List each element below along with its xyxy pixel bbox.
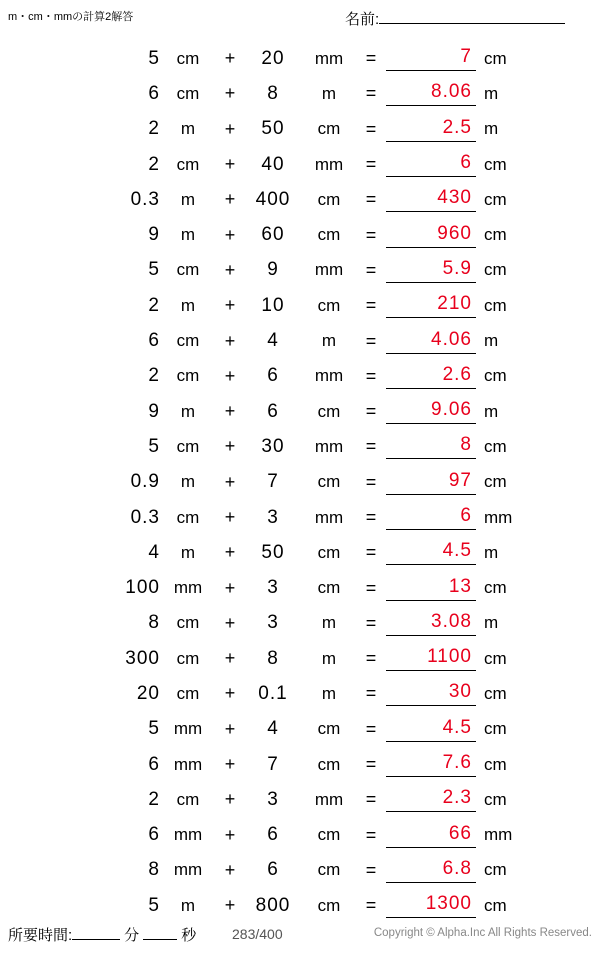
answer-unit: m [484, 542, 499, 562]
operand-2: 0.1 [258, 682, 288, 704]
operand-2: 3 [267, 788, 279, 810]
problem-row [0, 641, 600, 676]
unit-1: mm [173, 860, 203, 880]
equals-sign: = [365, 542, 377, 563]
operand-1: 0.9 [130, 471, 160, 493]
answer-unit: mm [484, 507, 513, 527]
problem-row [0, 535, 600, 570]
answer-unit: cm [484, 683, 507, 703]
plus-sign: + [224, 895, 236, 916]
unit-2: cm [317, 472, 341, 492]
operand-1: 9 [148, 224, 160, 246]
unit-1: cm [176, 48, 200, 68]
operand-1: 0.3 [130, 188, 160, 210]
operand-2: 40 [261, 153, 285, 175]
operand-2: 800 [255, 894, 291, 916]
answer-unit: m [484, 119, 499, 139]
equals-sign: = [365, 154, 377, 175]
problem-row [0, 570, 600, 605]
answer-field[interactable]: 6.8 [386, 858, 476, 883]
unit-1: mm [173, 719, 203, 739]
answer-field[interactable]: 6 [386, 505, 476, 530]
problem-row [0, 606, 600, 641]
problem-row [0, 147, 600, 182]
copyright-notice: Copyright © Alpha.Inc All Rights Reserved. [373, 927, 592, 939]
answer-unit: cm [484, 648, 507, 668]
equals-sign: = [365, 754, 377, 775]
plus-sign: + [224, 330, 236, 351]
answer-field[interactable]: 2.5 [386, 117, 476, 142]
plus-sign: + [224, 824, 236, 845]
unit-1: cm [176, 366, 200, 386]
answer-field[interactable]: 4.06 [386, 329, 476, 354]
plus-sign: + [224, 189, 236, 210]
equals-sign: = [365, 471, 377, 492]
operand-2: 60 [261, 224, 285, 246]
answer-field[interactable]: 4.5 [386, 540, 476, 565]
operand-2: 4 [267, 330, 279, 352]
equals-sign: = [365, 507, 377, 527]
operand-2: 50 [261, 541, 285, 563]
equals-sign: = [365, 895, 377, 916]
equals-sign: = [365, 718, 377, 739]
problem-row [0, 253, 600, 288]
equals-sign: = [365, 648, 377, 669]
plus-sign: + [224, 471, 236, 492]
equals-sign: = [365, 436, 377, 457]
operand-1: 2 [148, 153, 160, 175]
operand-2: 6 [267, 365, 279, 387]
operand-2: 50 [261, 118, 285, 140]
answer-unit: m [484, 613, 499, 633]
answer-field[interactable]: 1300 [386, 893, 476, 918]
equals-sign: = [365, 118, 377, 139]
unit-1: m [180, 472, 196, 492]
time-label: 所要時間: [8, 927, 73, 944]
problem-row [0, 888, 600, 923]
unit-1: m [180, 542, 196, 562]
unit-2: m [321, 648, 337, 668]
plus-sign: + [224, 365, 236, 386]
seconds-input-line[interactable] [143, 923, 177, 940]
unit-2: mm [314, 48, 344, 68]
problem-row [0, 500, 600, 535]
unit-1: m [180, 189, 196, 209]
plus-sign: + [224, 754, 236, 775]
unit-1: m [180, 401, 196, 421]
answer-field[interactable]: 430 [386, 187, 476, 212]
plus-sign: + [224, 259, 236, 280]
operand-1: 6 [148, 330, 160, 352]
operand-1: 5 [148, 47, 160, 69]
answer-unit: cm [484, 472, 507, 492]
page-title: m・cm・mmの計算2解答 [8, 11, 134, 23]
problem-row [0, 853, 600, 888]
answer-field[interactable]: 6 [386, 152, 476, 177]
unit-2: cm [317, 895, 341, 915]
time-required-area [8, 923, 200, 945]
operand-1: 6 [148, 82, 160, 104]
operand-2: 10 [261, 294, 285, 316]
answer-unit: cm [484, 860, 507, 880]
problem-row [0, 747, 600, 782]
equals-sign: = [365, 83, 377, 104]
answer-unit: cm [484, 436, 507, 456]
operand-1: 2 [148, 365, 160, 387]
unit-1: m [180, 225, 196, 245]
answer-field[interactable]: 9.06 [386, 399, 476, 424]
equals-sign: = [365, 365, 377, 386]
answer-field[interactable]: 4.5 [386, 717, 476, 742]
equals-sign: = [365, 577, 377, 598]
operand-2: 3 [267, 506, 279, 528]
plus-sign: + [224, 295, 236, 316]
operand-2: 8 [267, 82, 279, 104]
operand-2: 7 [267, 753, 279, 775]
answer-unit: m [484, 83, 499, 103]
answer-field[interactable]: 7 [386, 46, 476, 71]
plus-sign: + [224, 83, 236, 104]
operand-1: 5 [148, 259, 160, 281]
plus-sign: + [224, 612, 236, 633]
operand-1: 5 [148, 718, 160, 740]
answer-field[interactable]: 2.6 [386, 364, 476, 389]
second-unit-label: 秒 [181, 927, 197, 944]
operand-1: 8 [148, 859, 160, 881]
problem-row [0, 217, 600, 252]
problem-row [0, 112, 600, 147]
equals-sign: = [365, 612, 377, 633]
unit-2: cm [317, 295, 341, 315]
unit-2: cm [317, 719, 341, 739]
operand-1: 2 [148, 788, 160, 810]
operand-2: 3 [267, 612, 279, 634]
name-field-area [345, 6, 565, 29]
plus-sign: + [224, 683, 236, 704]
unit-1: cm [176, 507, 200, 527]
answer-unit: m [484, 401, 499, 421]
page-footer [0, 923, 600, 949]
unit-1: cm [176, 683, 200, 703]
unit-2: mm [314, 507, 344, 527]
unit-2: cm [317, 542, 341, 562]
operand-2: 6 [267, 859, 279, 881]
equals-sign: = [365, 330, 377, 351]
answer-unit: cm [484, 260, 507, 280]
equals-sign: = [365, 189, 377, 210]
unit-2: cm [317, 825, 341, 845]
answer-unit: cm [484, 48, 507, 68]
equals-sign: = [365, 683, 377, 704]
answer-field[interactable]: 3.08 [386, 611, 476, 636]
plus-sign: + [224, 789, 236, 810]
plus-sign: + [224, 154, 236, 175]
answer-unit: cm [484, 225, 507, 245]
operand-2: 7 [267, 471, 279, 493]
answer-field[interactable]: 5.9 [386, 258, 476, 283]
minutes-input-line[interactable] [72, 923, 120, 940]
page-header [0, 6, 600, 36]
operand-1: 100 [125, 577, 160, 599]
answer-unit: cm [484, 895, 507, 915]
unit-1: cm [176, 154, 200, 174]
answer-unit: cm [484, 189, 507, 209]
plus-sign: + [224, 859, 236, 880]
operand-2: 400 [255, 188, 291, 210]
answer-field[interactable]: 13 [386, 576, 476, 601]
name-input-line[interactable] [379, 6, 565, 24]
operand-2: 3 [267, 577, 279, 599]
equals-sign: = [365, 824, 377, 845]
problem-row [0, 41, 600, 76]
unit-2: cm [317, 119, 341, 139]
answer-unit: cm [484, 754, 507, 774]
operand-1: 6 [148, 753, 160, 775]
unit-1: cm [176, 260, 200, 280]
operand-2: 9 [267, 259, 279, 281]
answer-field[interactable]: 2.3 [386, 787, 476, 812]
operand-1: 20 [136, 682, 160, 704]
unit-2: cm [317, 225, 341, 245]
plus-sign: + [224, 48, 236, 69]
unit-1: cm [176, 648, 200, 668]
answer-unit: cm [484, 789, 507, 809]
answer-field[interactable]: 30 [386, 681, 476, 706]
operand-1: 8 [148, 612, 160, 634]
unit-1: m [180, 295, 196, 315]
unit-1: cm [176, 789, 200, 809]
plus-sign: + [224, 507, 236, 527]
plus-sign: + [224, 718, 236, 739]
answer-field[interactable]: 210 [386, 293, 476, 318]
answer-unit: cm [484, 366, 507, 386]
answer-unit: cm [484, 578, 507, 598]
operand-1: 0.3 [130, 506, 160, 528]
problem-row [0, 394, 600, 429]
equals-sign: = [365, 859, 377, 880]
unit-1: m [180, 895, 196, 915]
answer-field[interactable]: 1100 [386, 646, 476, 671]
unit-2: mm [314, 260, 344, 280]
unit-1: cm [176, 436, 200, 456]
operand-2: 20 [261, 47, 285, 69]
problem-row [0, 76, 600, 111]
unit-1: cm [176, 83, 200, 103]
problem-row [0, 465, 600, 500]
operand-1: 6 [148, 824, 160, 846]
plus-sign: + [224, 648, 236, 669]
unit-1: m [180, 119, 196, 139]
answer-field[interactable]: 66 [386, 823, 476, 848]
equals-sign: = [365, 789, 377, 810]
unit-2: cm [317, 189, 341, 209]
plus-sign: + [224, 577, 236, 598]
answer-field[interactable]: 960 [386, 223, 476, 248]
unit-2: m [321, 83, 337, 103]
unit-1: mm [173, 578, 203, 598]
problem-list [0, 41, 600, 923]
unit-2: mm [314, 366, 344, 386]
answer-unit: cm [484, 154, 507, 174]
answer-unit: m [484, 331, 499, 351]
operand-1: 2 [148, 118, 160, 140]
problem-row [0, 359, 600, 394]
unit-2: cm [317, 578, 341, 598]
unit-2: mm [314, 436, 344, 456]
answer-field[interactable]: 8.06 [386, 81, 476, 106]
problem-row [0, 429, 600, 464]
name-label: 名前: [345, 11, 380, 28]
answer-unit: cm [484, 295, 507, 315]
unit-1: cm [176, 331, 200, 351]
unit-2: cm [317, 860, 341, 880]
operand-1: 5 [148, 435, 160, 457]
plus-sign: + [224, 118, 236, 139]
answer-field[interactable]: 7.6 [386, 752, 476, 777]
operand-1: 5 [148, 894, 160, 916]
operand-2: 6 [267, 400, 279, 422]
page-number: 283/400 [232, 926, 283, 942]
operand-1: 4 [148, 541, 160, 563]
operand-1: 300 [125, 647, 160, 669]
answer-field[interactable]: 8 [386, 434, 476, 459]
operand-2: 4 [267, 718, 279, 740]
unit-2: mm [314, 789, 344, 809]
operand-2: 8 [267, 647, 279, 669]
minute-unit-label: 分 [124, 927, 140, 944]
unit-1: cm [176, 613, 200, 633]
problem-row [0, 323, 600, 358]
unit-2: m [321, 613, 337, 633]
unit-1: mm [173, 754, 203, 774]
problem-row [0, 182, 600, 217]
plus-sign: + [224, 224, 236, 245]
unit-2: m [321, 331, 337, 351]
plus-sign: + [224, 401, 236, 422]
equals-sign: = [365, 401, 377, 422]
answer-field[interactable]: 97 [386, 470, 476, 495]
equals-sign: = [365, 295, 377, 316]
equals-sign: = [365, 48, 377, 69]
plus-sign: + [224, 436, 236, 457]
answer-unit: cm [484, 719, 507, 739]
problem-row [0, 288, 600, 323]
unit-2: cm [317, 401, 341, 421]
equals-sign: = [365, 224, 377, 245]
problem-row [0, 676, 600, 711]
problem-row [0, 818, 600, 853]
equals-sign: = [365, 259, 377, 280]
unit-2: mm [314, 154, 344, 174]
plus-sign: + [224, 542, 236, 563]
problem-row [0, 712, 600, 747]
operand-1: 2 [148, 294, 160, 316]
unit-2: m [321, 683, 337, 703]
operand-2: 6 [267, 824, 279, 846]
unit-1: mm [173, 825, 203, 845]
problem-row [0, 782, 600, 817]
operand-2: 30 [261, 435, 285, 457]
operand-1: 9 [148, 400, 160, 422]
unit-2: cm [317, 754, 341, 774]
answer-unit: mm [484, 825, 513, 845]
